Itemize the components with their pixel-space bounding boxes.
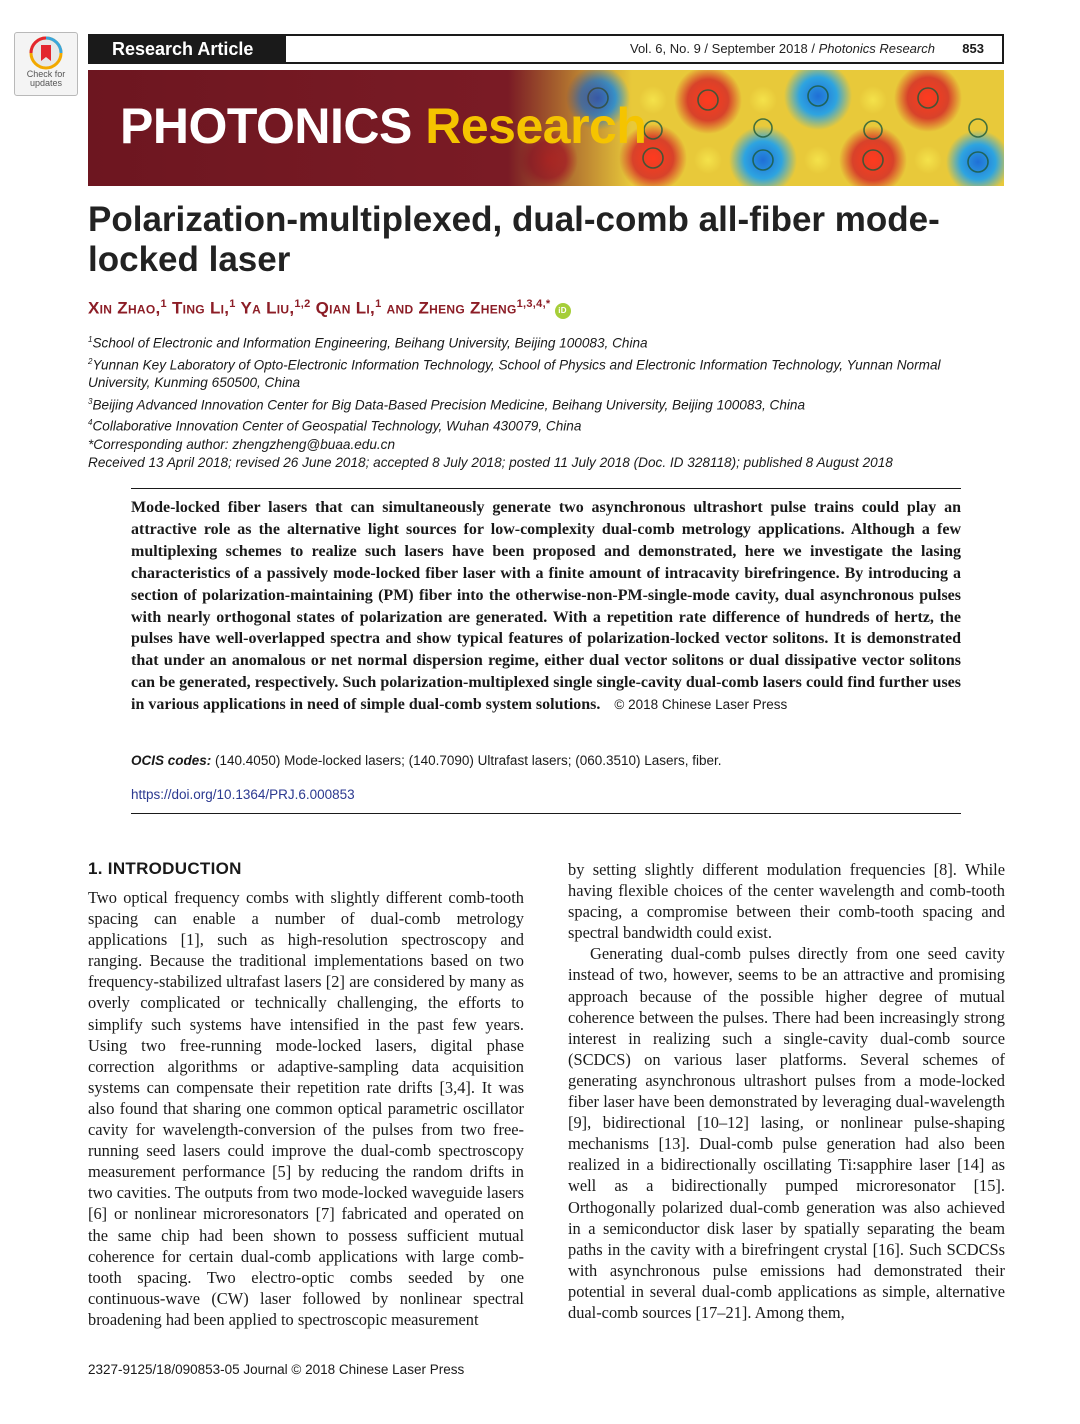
author-3-affil: 1,2	[294, 298, 311, 310]
author-2-affil: 1	[229, 298, 236, 310]
body-column-right	[568, 859, 1005, 1323]
check-for-updates-badge[interactable]	[14, 32, 78, 96]
author-1-affil: 1	[160, 298, 167, 310]
author-4[interactable]: Qian Li,	[315, 298, 376, 318]
ocis-text: (140.4050) Mode-locked lasers; (140.7090) Ultrafast lasers; (060.3510) Lasers, fiber.	[211, 753, 722, 768]
author-conjunction: and	[386, 298, 414, 318]
author-5-affil: 1,3,4,*	[516, 298, 551, 310]
page-footer: 2327-9125/18/090853-05 Journal © 2018 Chinese Laser Press	[88, 1362, 465, 1377]
author-5[interactable]: Zheng Zheng	[418, 298, 517, 318]
body-paragraph-right-1: by setting slightly different modulation frequencies [8]. While having flexible choices of the center wavelength and comb-tooth spacing, a compromise between their comb-tooth spacing and spectral bandwidth could exist.	[568, 860, 1005, 943]
journal-info	[630, 36, 935, 62]
section-heading-introduction: 1. INTRODUCTION	[88, 859, 242, 878]
affiliation-1-sup: 1	[88, 335, 93, 344]
journal-banner	[88, 70, 1004, 186]
corresponding-author-text[interactable]: *Corresponding author: zhengzheng@buaa.edu.cn	[88, 437, 396, 453]
crossmark-icon	[29, 36, 63, 70]
abstract-bottom-rule	[131, 813, 961, 814]
affiliation-2-text: Yunnan Key Laboratory of Opto-Electronic Information Technology, School of Physics and Electronic Information Technology, Yunnan Normal University, Kunming 650500, China	[88, 357, 941, 391]
affiliation-3-text: Beijing Advanced Innovation Center for Big Data-Based Precision Medicine, Beihang University, Beijing 100083, China	[92, 397, 806, 413]
paper-title: Polarization-multiplexed, dual-comb all-fiber mode-locked laser	[88, 200, 940, 279]
body-paragraph-right-2: Generating dual-comb pulses directly from one seed cavity instead of two, however, seems to be an attractive and promising approach because of the possible higher degree of mutual coherence between the pulses. There had been increasingly strong interest in realizing such a single-cavity dual-comb source (SCDCS) on various laser platforms. Several schemes of generating asynchronous ultrashort pulses from a mode-locked fiber laser have been demonstrated by leveraging dual-wavelength [9], bidirectional [10–12] lasing, or nonlinear pulse-shaping mechanisms [13]. Dual-comb pulse generation had also been realized in a bidirectionally oscillating Ti:sapphire laser [14] as well as a bidirectionally pumped microresonator [15]. Orthogonally polarized dual-comb generation was also achieved in a semiconductor disk laser by spatially separating the beam paths in the cavity with a birefringent crystal [16]. Such SCDCSs with asynchronous pulse emissions had demonstrated their potential in several dual-comb applications as simple, alternative dual-comb sources [17–21]. Among them,	[568, 944, 1005, 1322]
affiliation-3-sup: 3	[88, 396, 93, 406]
abstract	[131, 497, 961, 716]
abstract-copyright: © 2018 Chinese Laser Press	[614, 697, 788, 713]
header-bar	[88, 34, 1004, 64]
badge-line-2: updates	[29, 78, 63, 88]
affiliation-1	[88, 331, 988, 353]
affiliation-4-text: Collaborative Innovation Center of Geospatial Technology, Wuhan 430079, China	[92, 418, 582, 434]
ocis-label: OCIS codes:	[131, 753, 212, 768]
publication-dates: Received 13 April 2018; revised 26 June 2018; accepted 8 July 2018; posted 11 July 2018 (Doc. ID 328118); published 8 August 2018	[88, 455, 893, 470]
affiliation-1-text: School of Electronic and Information Engineering, Beihang University, Beijing 100083, China	[92, 335, 648, 351]
affiliation-4-sup: 4	[88, 418, 93, 428]
affiliation-2	[88, 353, 988, 393]
abstract-text: Mode-locked fiber lasers that can simultaneously generate two asynchronous ultrashort pulse trains could play an attractive role as the alternative light sources for low-complexity dual-comb metrology applications. Although a few multiplexing schemes to realize such lasers have been proposed and demonstrated, here we investigate the lasing characteristics of a passively mode-locked fiber laser with a finite amount of intracavity birefringence. By introducing a section of polarization-maintaining (PM) fiber into the otherwise-non-PM-single-mode cavity, dual asynchronous pulses with nearly orthogonal states of polarization are generated. With a repetition rate difference of hundreds of hertz, the pulses have well-overlapped spectra and show typical features of polarization-locked vector solitons. It is demonstrated that under an anomalous or net normal dispersion regime, either dual vector solitons or dual dissipative vector solitons can be generated, respectively. Such polarization-multiplexed single single-cavity dual-comb lasers could find further uses in various applications in need of simple dual-comb system solutions.	[131, 499, 961, 714]
affiliations	[88, 331, 988, 454]
corresponding-author	[88, 436, 988, 454]
author-2[interactable]: Ting Li,	[172, 298, 230, 318]
badge-line-1: Check for	[26, 69, 66, 79]
banner-title	[120, 96, 646, 156]
abstract-top-rule	[131, 488, 961, 489]
journal-name: Photonics Research	[818, 41, 935, 56]
doi-link[interactable]: https://doi.org/10.1364/PRJ.6.000853	[131, 787, 355, 802]
author-list	[88, 298, 571, 319]
affiliation-2-sup: 2	[88, 356, 93, 366]
affiliation-4	[88, 414, 988, 436]
orcid-icon[interactable]: iD	[555, 303, 571, 319]
banner-word-photonics: PHOTONICS	[120, 98, 412, 154]
author-3[interactable]: Ya Liu,	[240, 298, 295, 318]
article-type-label: Research Article	[90, 36, 286, 62]
volume-info: Vol. 6, No. 9 / September 2018 /	[630, 41, 819, 56]
body-paragraph-left-1: Two optical frequency combs with slightly different comb-tooth spacing can enable a number of dual-comb metrology applications [1], such as high-resolution spectroscopy and ranging. Because the traditional implementations based on two frequency-stabilized ultrafast lasers [2] are considered by many as overly complicated or technically challenging, the efforts to simplify such systems have intensified in the past few years. Using two free-running mode-locked lasers, digital phase correction algorithms or adaptive-sampling data acquisition systems can compensate their repetition rate drifts [3,4]. It was also found that sharing one common optical parametric oscillator cavity for wavelength-conversion of the pulses from two free-running seed lasers could improve the dual-comb spectroscopy measurement performance [5] by reducing the random drifts in two cavities. The outputs from two mode-locked waveguide lasers [6] or nonlinear microresonators [7] fabricated and operated on the same chip had been shown to possess sufficient mutual coherence for certain dual-comb applications with large comb-tooth spacing. Two electro-optic combs seeded by one continuous-wave (CW) laser followed by nonlinear spectral broadening had been applied to spectroscopic measurement	[88, 888, 524, 1329]
ocis-codes	[131, 753, 722, 768]
body-column-left	[88, 887, 524, 1330]
author-4-affil: 1	[375, 298, 382, 310]
affiliation-3	[88, 393, 988, 415]
page-number: 853	[962, 41, 984, 56]
banner-word-research: Research	[425, 98, 647, 154]
author-1[interactable]: Xin Zhao,	[88, 298, 161, 318]
